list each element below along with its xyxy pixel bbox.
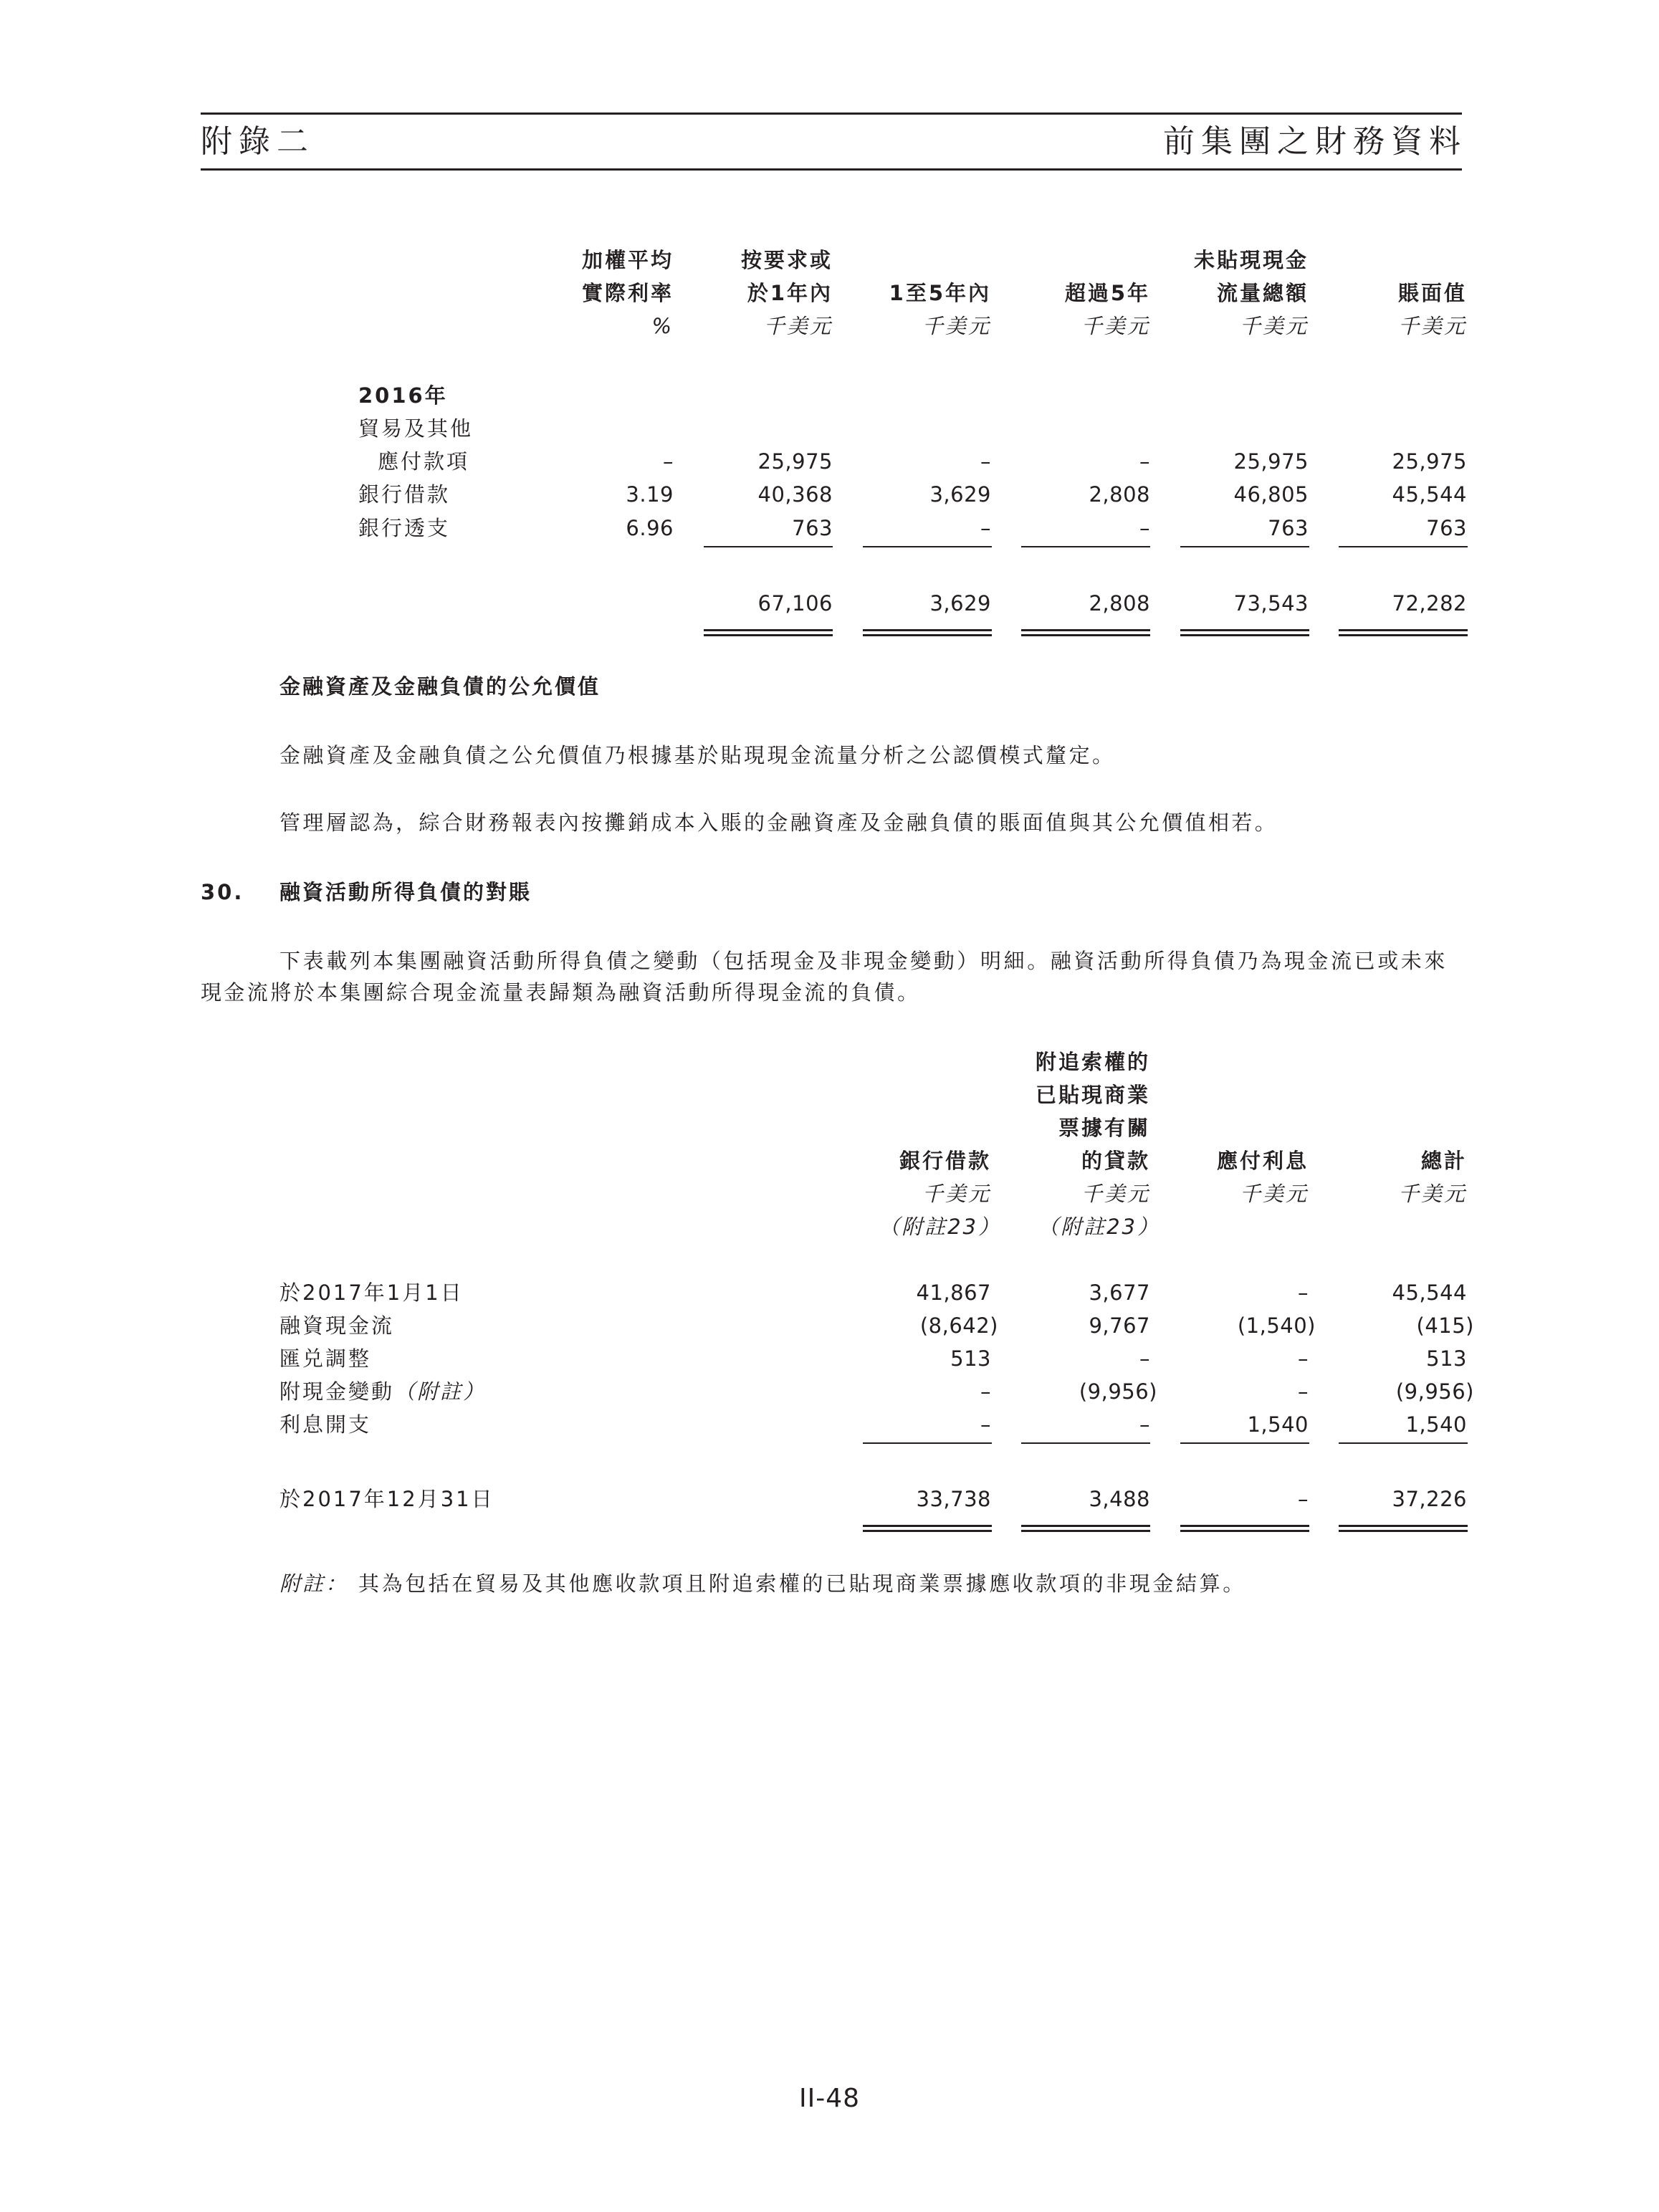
col2-header-line1: 按要求或 (740, 248, 833, 272)
row-label: 於2017年1月1日 (279, 1280, 464, 1305)
table-cell: 2,808 (1089, 482, 1150, 507)
total-double-rule (1339, 1525, 1468, 1532)
table-cell: – (980, 516, 991, 540)
section-paragraph-line-1: 下表載列本集團融資活動所得負債之變動（包括現金及非現金變動）明細。融資活動所得負債乃為現金流已或未來 (279, 949, 1448, 973)
col1-unit: % (651, 314, 674, 338)
row-label: 銀行透支 (358, 516, 451, 540)
total-double-rule (704, 629, 833, 636)
subtotal-rule (1180, 546, 1309, 547)
table-cell: 513 (950, 1346, 991, 1371)
col-header-discounted-bills-line1: 附追索權的 (1035, 1050, 1150, 1074)
table-cell: – (1139, 1346, 1150, 1371)
col-header-discounted-bills-line3: 票據有關 (1058, 1116, 1150, 1140)
table-cell: 45,544 (1392, 482, 1467, 507)
total-double-rule (1021, 1525, 1150, 1532)
table-cell: – (1139, 1412, 1150, 1437)
row-label-note: （附註） (394, 1379, 487, 1404)
closing-cell: – (1298, 1487, 1309, 1511)
table-cell: (9,956) (1395, 1379, 1474, 1404)
col-header-bank-borrowings: 銀行借款 (899, 1149, 991, 1173)
subtotal-rule (863, 546, 992, 547)
col-header-interest-payable: 應付利息 (1216, 1149, 1309, 1173)
total-double-rule (863, 1525, 992, 1532)
table-cell: 763 (792, 516, 833, 540)
closing-cell: 37,226 (1392, 1487, 1467, 1511)
section-paragraph-line-2: 現金流將於本集團綜合現金流量表歸類為融資活動所得現金流的負債。 (201, 980, 921, 1005)
subtotal-rule (704, 546, 833, 547)
col2-header-line2: 於1年內 (747, 281, 833, 305)
table-cell: (1,540) (1237, 1313, 1316, 1338)
total-double-rule (863, 629, 992, 636)
total-cell: 3,629 (929, 591, 991, 616)
fair-value-heading: 金融資產及金融負債的公允價值 (279, 674, 601, 699)
table-cell: 25,975 (1392, 449, 1467, 474)
section-title: 前集團之財務資料 (1163, 123, 1467, 160)
table-cell: (415) (1416, 1313, 1474, 1338)
row-label: 貿易及其他 (358, 416, 474, 441)
col6-header-line2: 賬面值 (1397, 281, 1467, 305)
closing-cell: 33,738 (916, 1487, 991, 1511)
table-cell: 6.96 (626, 516, 674, 540)
subtotal-rule (1339, 1442, 1468, 1444)
col1-header-line1: 加權平均 (581, 248, 674, 272)
total-cell: 2,808 (1089, 591, 1150, 616)
col-header-total: 總計 (1420, 1149, 1467, 1173)
table-cell: – (1139, 449, 1150, 474)
col-header-discounted-bills-line4: 的貸款 (1081, 1149, 1150, 1173)
table-cell: 25,975 (1233, 449, 1309, 474)
col-unit: 千美元 (1239, 1182, 1309, 1206)
table-cell: – (663, 449, 674, 474)
subtotal-rule (1021, 1442, 1150, 1444)
row-label (279, 1377, 486, 1406)
fair-value-paragraph-1: 金融資產及金融負債之公允價值乃根據基於貼現現金流量分析之公認價模式釐定。 (279, 743, 1116, 767)
table-cell: – (980, 1379, 991, 1404)
col5-unit: 千美元 (1239, 314, 1309, 338)
col3-unit: 千美元 (922, 314, 991, 338)
row-label: 匯兑調整 (279, 1346, 372, 1371)
footnote-label: 附註： (279, 1571, 349, 1596)
header-top-rule (201, 112, 1462, 115)
total-cell: 67,106 (757, 591, 833, 616)
table-cell: – (1139, 516, 1150, 540)
table-cell: 25,975 (757, 449, 833, 474)
row-label-text: 附現金變動 (279, 1379, 395, 1404)
fair-value-paragraph-2: 管理層認為，綜合財務報表內按攤銷成本入賬的金融資產及金融負債的賬面值與其公允價值相若。 (279, 810, 1278, 835)
table-cell: 45,544 (1392, 1280, 1467, 1305)
table-cell: 46,805 (1233, 482, 1309, 507)
table-cell: 3,629 (929, 482, 991, 507)
table-cell: – (1298, 1379, 1309, 1404)
table-cell: 763 (1268, 516, 1309, 540)
table-cell: (8,642) (919, 1313, 998, 1338)
closing-row-label: 於2017年12月31日 (279, 1487, 494, 1511)
row-label: 融資現金流 (279, 1313, 395, 1338)
row-label: 銀行借款 (358, 482, 451, 507)
col1-header-line2: 實際利率 (581, 281, 674, 305)
col-unit: 千美元 (922, 1182, 991, 1206)
table-cell: – (980, 1412, 991, 1437)
subtotal-rule (863, 1442, 992, 1444)
col-note: （附註23） (879, 1215, 1001, 1239)
col5-header-line1: 未貼現現金 (1193, 248, 1309, 272)
row-label: 利息開支 (279, 1412, 372, 1437)
total-double-rule (1180, 1525, 1309, 1532)
subtotal-rule (1021, 546, 1150, 547)
table-cell: 41,867 (916, 1280, 991, 1305)
total-cell: 72,282 (1392, 591, 1467, 616)
col-unit: 千美元 (1081, 1182, 1150, 1206)
closing-cell: 3,488 (1089, 1487, 1150, 1511)
total-double-rule (1021, 629, 1150, 636)
total-double-rule (1339, 629, 1468, 636)
section-heading: 融資活動所得負債的對賬 (279, 880, 532, 904)
row-label-cont: 應付款項 (378, 449, 470, 474)
table-cell: 40,368 (757, 482, 833, 507)
table-cell: – (980, 449, 991, 474)
subtotal-rule (1180, 1442, 1309, 1444)
col4-header-line2: 超過5年 (1064, 281, 1150, 305)
table-cell: 3,677 (1089, 1280, 1150, 1305)
year-label: 2016年 (358, 383, 448, 408)
col4-unit: 千美元 (1081, 314, 1150, 338)
table-cell: 9,767 (1089, 1313, 1150, 1338)
appendix-label: 附錄二 (201, 123, 315, 160)
col-note: （附註23） (1038, 1215, 1160, 1239)
table-cell: – (1298, 1346, 1309, 1371)
col2-unit: 千美元 (763, 314, 833, 338)
col-unit: 千美元 (1397, 1182, 1467, 1206)
table-cell: 3.19 (626, 482, 674, 507)
total-cell: 73,543 (1233, 591, 1309, 616)
page-number: II-48 (798, 2084, 861, 2113)
total-double-rule (1180, 629, 1309, 636)
subtotal-rule (1339, 546, 1468, 547)
footnote-text: 其為包括在貿易及其他應收款項且附追索權的已貼現商業票據應收款項的非現金結算。 (358, 1571, 1246, 1596)
col6-unit: 千美元 (1397, 314, 1467, 338)
table-cell: (9,956) (1079, 1379, 1157, 1404)
header-bottom-rule (201, 168, 1462, 171)
section-number: 30. (201, 880, 244, 904)
table-cell: 1,540 (1247, 1412, 1309, 1437)
table-cell: – (1298, 1280, 1309, 1305)
col3-header-line2: 1至5年內 (889, 281, 991, 305)
col-header-discounted-bills-line2: 已貼現商業 (1035, 1083, 1150, 1107)
table-cell: 1,540 (1405, 1412, 1467, 1437)
col5-header-line2: 流量總額 (1216, 281, 1309, 305)
table-cell: 513 (1426, 1346, 1467, 1371)
table-cell: 763 (1426, 516, 1467, 540)
